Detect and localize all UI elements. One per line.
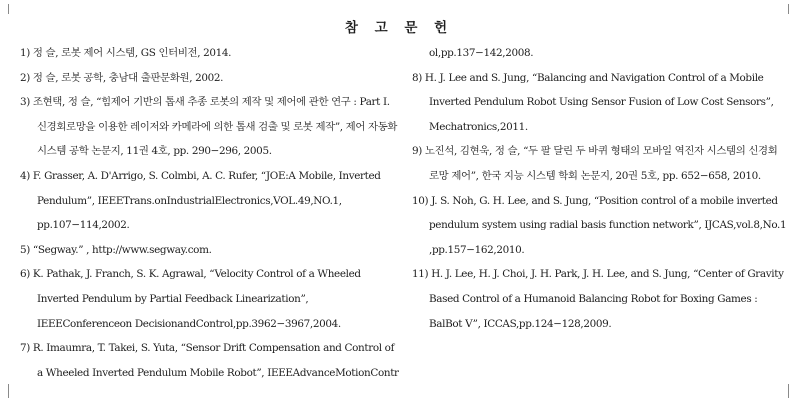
reference-item: 7) R. Imaumra, T. Takei, S. Yuta, “Sensor Drift Compensation and Control of a Wheeled Inverted Pendulum Mobile Robot”, IEEEAdvanceMotionContr [20,342,399,379]
reference-continuation: ol,pp.137−142,2008. [429,47,534,59]
reference-item: 4) F. Grasser, A. D'Arrigo, S. Colmbi, A. C. Rufer, “JOE:A Mobile, Inverted Pendulum”, IEEETrans.onIndustrialElectronics,VOL.49,NO.1, pp.107−114,2002. [20,169,381,232]
reference-item: 1) 정 슬, 로봇 제어 시스템, GS 인터비전, 2014. [20,47,232,59]
frame-mark-top-left [8,4,9,14]
reference-item: 11) H. J. Lee, H. J. Choi, J. H. Park, J. H. Lee, and S. Jung, “Center of Gravity Based Control of a Humanoid Balancing Robot for Boxing Games : BalBot V”, ICCAS,pp.124−128,2009. [412,268,784,330]
reference-item: 2) 정 슬, 로봇 공학, 충남대 출판문화원, 2002. [20,71,224,84]
frame-mark-top-right [788,4,789,14]
frame-mark-bottom-right [788,384,789,398]
reference-item: 6) K. Pathak, J. Franch, S. K. Agrawal, “Velocity Control of a Wheeled Inverted Pendulum by Partial Feedback Linearization”, IEEEConferenceon DecisionandControl,pp.3962−3967,2004. [20,268,361,330]
reference-item: 5) “Segway.” , http://www.segway.com. [20,243,212,256]
reference-item: 9) 노진석, 김현욱, 정 슬, “두 팔 달린 두 바퀴 형태의 모바일 역진자 시스템의 신경회로망 제어”, 한국 지능 시스템 학회 논문지, 20권 5호, pp. 652−658, 2010. [412,145,778,182]
reference-item: 3) 조현택, 정 슬, “힘제어 기반의 톱새 추종 로봇의 제작 및 제어에 관한 연구 : Part I. 신경회로망을 이용한 레이저와 카메라에 의한 톱새 검출 및 로봇 제작”, 제어 자동화 시스템 공학 논문지, 11권 4호, pp. 290−296, 2005. [20,96,398,158]
references-column-left [20,41,400,385]
reference-item: 8) H. J. Lee and S. Jung, “Balancing and Navigation Control of a Mobile Inverted Pendulum Robot Using Sensor Fusion of Low Cost Sensors”, Mechatronics,2011. [412,71,774,133]
references-column-right [412,41,787,336]
references-title: 참 고 문 헌 [344,20,454,36]
frame-mark-bottom-left [8,384,9,398]
reference-item: 10) J. S. Noh, G. H. Lee, and S. Jung, “Position control of a mobile inverted pendulum system using radial basis function network”, IJCAS,vol.8,No.1 ,pp.157−162,2010. [412,194,787,256]
